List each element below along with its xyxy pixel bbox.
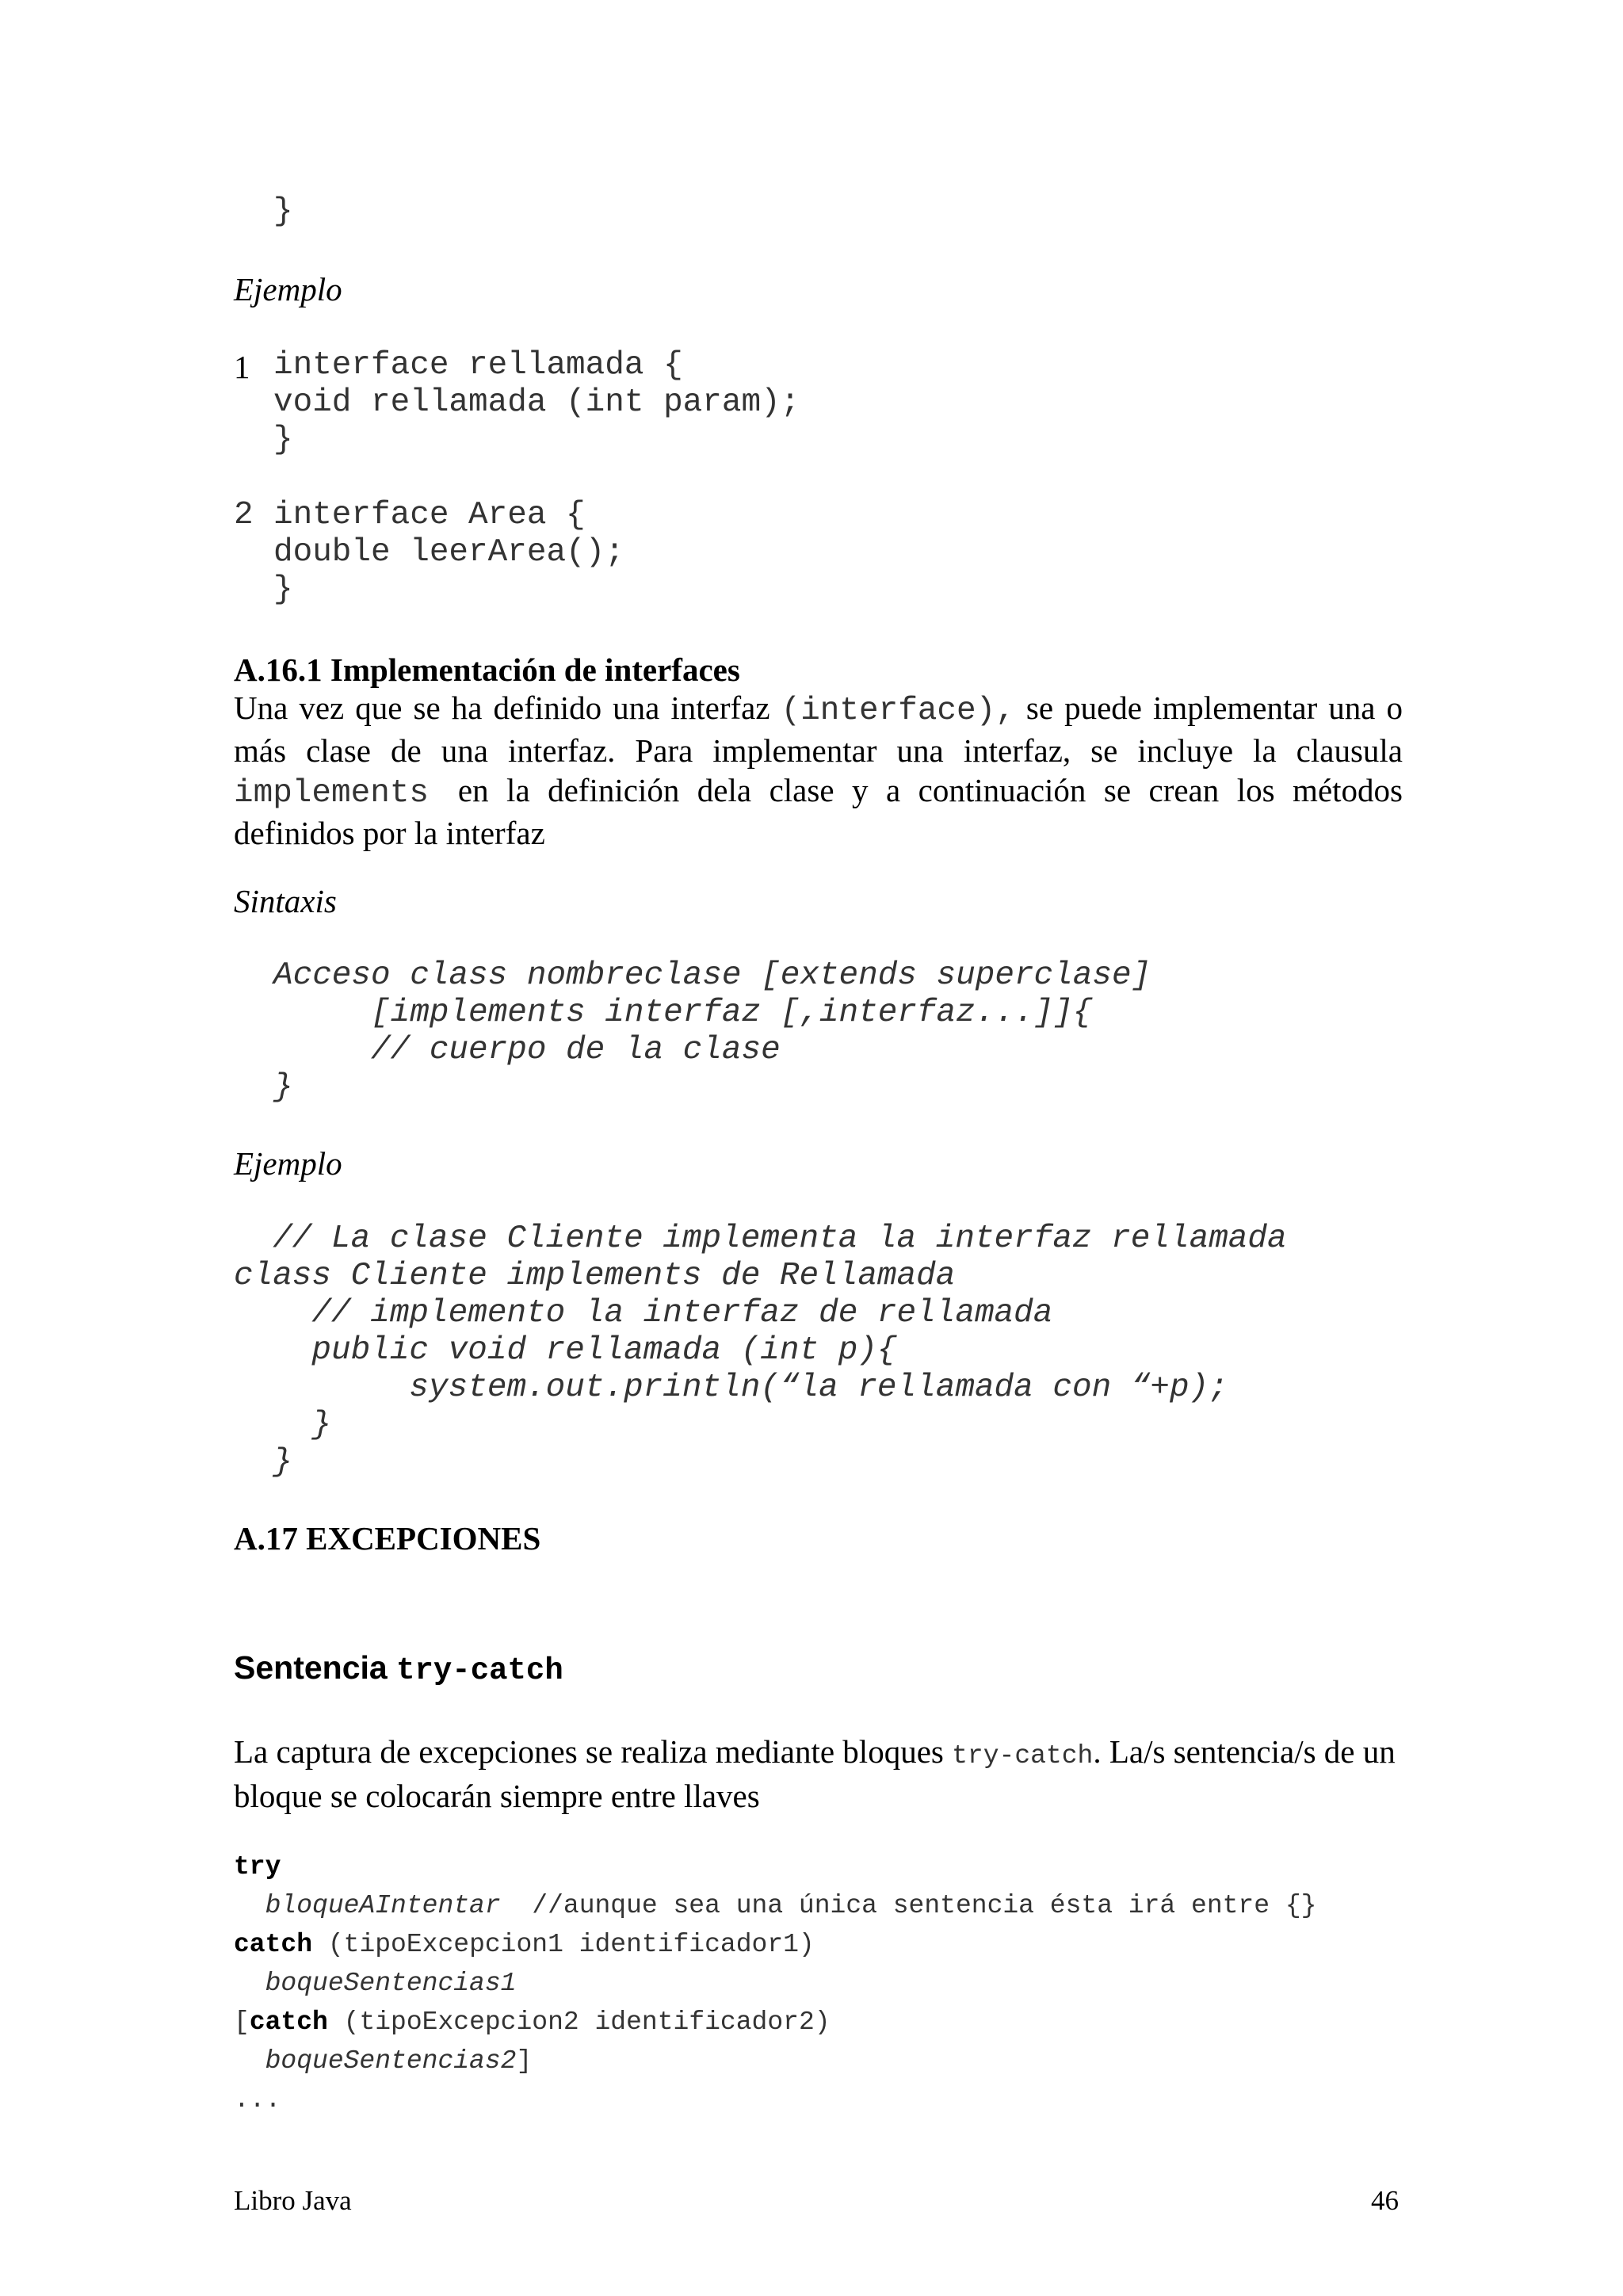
keyword-try: try — [234, 1852, 281, 1881]
code-line: public void rellamada (int p){ — [234, 1332, 897, 1369]
class-example-code-block — [234, 1221, 1287, 1481]
catch-args: (tipoExcepcion1 identificador1) — [312, 1930, 815, 1959]
heading-code: try-catch — [396, 1653, 563, 1688]
code-line: } — [273, 422, 293, 458]
block-name: bloqueAIntentar — [265, 1891, 501, 1920]
heading-text: Sentencia — [234, 1649, 397, 1686]
syntax-label: Sintaxis — [234, 883, 337, 919]
inline-code: (interface), — [781, 693, 1015, 729]
code-line: // La clase Cliente implementa la interfaz rellamada — [234, 1221, 1287, 1257]
syntax-code-block — [273, 957, 1151, 1106]
bracket-close: ] — [516, 2046, 533, 2076]
catch-args: (tipoExcepcion2 identificador2) — [327, 2008, 831, 2037]
keyword-catch: catch — [234, 1930, 313, 1959]
subsection-heading — [234, 1649, 563, 1688]
try-catch-paragraph — [234, 1732, 1403, 1816]
try-catch-code-block — [234, 1847, 1316, 2119]
section-heading: A.17 EXCEPCIONES — [234, 1520, 541, 1557]
section-paragraph — [234, 688, 1403, 853]
code-line: Acceso class nombreclase [extends superclase] — [273, 957, 1151, 994]
code-line: // implemento la interfaz de rellamada — [234, 1295, 1053, 1331]
paragraph-text: en la definición dela clase y a continuación se crean los métodos definidos por la interfaz — [234, 772, 1403, 851]
paragraph-text: se puede implementar una o más clase de una interfaz. Para implementar una interfaz, se incluye la clausula — [234, 690, 1403, 769]
paragraph-text: Una vez que se ha definido una interfaz — [234, 690, 781, 726]
code-line: interface Area { — [273, 497, 586, 533]
statements-name: boqueSentencias2 — [265, 2046, 517, 2076]
code-line: double leerArea(); — [273, 534, 624, 571]
code-line: } — [273, 571, 293, 608]
top-closing-brace: } — [273, 193, 293, 230]
footer-page-number: 46 — [1371, 2185, 1399, 2216]
section-heading: A.16.1 Implementación de interfaces — [234, 651, 740, 688]
ellipsis: ... — [234, 2085, 281, 2115]
paragraph-text: . La/s sentencia/s de un bloque se colocarán siempre entre llaves — [234, 1733, 1396, 1814]
code-line: system.out.println(“la rellamada con “+p); — [234, 1370, 1228, 1406]
code-line: interface rellamada { — [273, 347, 683, 384]
code-line: } — [234, 1407, 332, 1443]
code-comment: //aunque sea una única sentencia ésta irá entre {} — [500, 1891, 1317, 1920]
bracket-open: [ — [234, 2008, 250, 2037]
code-line: } — [273, 1069, 293, 1106]
code-line: void rellamada (int param); — [273, 384, 800, 421]
inline-code: implements — [234, 775, 458, 812]
code-line: } — [234, 1444, 292, 1480]
example-number: 2 — [234, 497, 254, 533]
example-number: 1 — [234, 349, 250, 385]
keyword-catch: catch — [249, 2008, 328, 2037]
inline-code: try-catch — [952, 1741, 1094, 1771]
footer-book-title: Libro Java — [234, 2185, 352, 2216]
paragraph-text: La captura de excepciones se realiza mediante bloques — [234, 1733, 953, 1770]
code-line: [implements interfaz [,interfaz...]]{ — [273, 995, 1093, 1031]
code-line: class Cliente implements de Rellamada — [234, 1258, 956, 1294]
code-line: // cuerpo de la clase — [273, 1032, 781, 1068]
statements-name: boqueSentencias1 — [265, 1969, 517, 1998]
example-label: Ejemplo — [234, 271, 342, 308]
example-label: Ejemplo — [234, 1145, 342, 1182]
